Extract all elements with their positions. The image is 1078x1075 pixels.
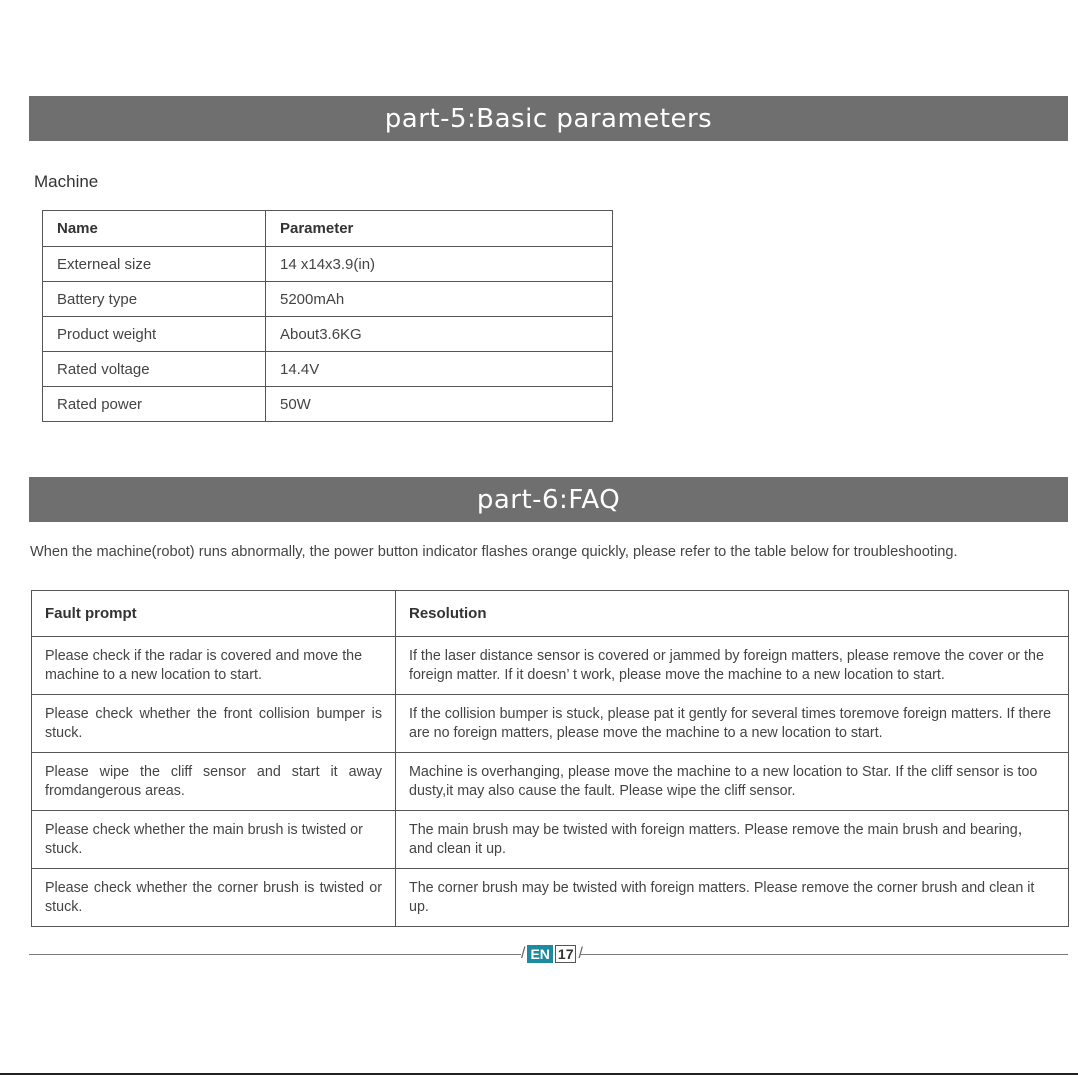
fault-prompt: Please check if the radar is covered and move the machine to a new location to start. <box>32 637 396 695</box>
faq-table <box>31 590 1069 927</box>
param-value: About3.6KG <box>266 317 613 352</box>
header-resolution: Resolution <box>396 591 1069 637</box>
param-value: 5200mAh <box>266 282 613 317</box>
section-6-title-banner <box>29 477 1068 522</box>
table-row <box>43 282 613 317</box>
fault-prompt: Please wipe the cliff sensor and start it away fromdangerous areas. <box>32 753 396 811</box>
table-row <box>32 869 1069 927</box>
resolution: The corner brush may be twisted with foreign matters. Please remove the corner brush and clean it up. <box>396 869 1069 927</box>
resolution: If the collision bumper is stuck, please pat it gently for several times toremove foreign matters. If there are no foreign matters, please move the machine to a new location to start. <box>396 695 1069 753</box>
slash-decoration: / <box>521 945 526 962</box>
header-parameter: Parameter <box>266 211 613 247</box>
page-number: 17 <box>555 945 577 963</box>
param-name: Battery type <box>43 282 266 317</box>
faq-intro-text: When the machine(robot) runs abnormally, the power button indicator flashes orange quickly, please refer to the table below for troubleshooting. <box>30 544 958 560</box>
param-name: Rated voltage <box>43 352 266 387</box>
param-name: Externeal size <box>43 247 266 282</box>
table-row <box>32 695 1069 753</box>
table-row <box>32 637 1069 695</box>
table-row <box>43 352 613 387</box>
page-number-badge <box>519 944 585 964</box>
table-row <box>43 247 613 282</box>
section-6-title: part-6:FAQ <box>476 484 621 515</box>
table-row <box>32 753 1069 811</box>
param-name: Rated power <box>43 387 266 422</box>
header-name: Name <box>43 211 266 247</box>
footer-divider-right <box>580 954 1068 955</box>
table-row <box>43 317 613 352</box>
machine-parameters-table <box>42 210 613 422</box>
language-label: EN <box>527 945 552 963</box>
fault-prompt: Please check whether the main brush is twisted or stuck. <box>32 811 396 869</box>
param-value: 50W <box>266 387 613 422</box>
resolution: If the laser distance sensor is covered or jammed by foreign matters, please remove the cover or the foreign matter. If it doesn’ t work, please move the machine to a new location to start. <box>396 637 1069 695</box>
resolution: The main brush may be twisted with foreign matters. Please remove the main brush and bearing，and clean it up. <box>396 811 1069 869</box>
fault-prompt: Please check whether the front collision bumper is stuck. <box>32 695 396 753</box>
machine-subheading: Machine <box>34 172 99 191</box>
resolution: Machine is overhanging, please move the machine to a new location to Star. If the cliff sensor is too dusty,it may also cause the fault. Please wipe the cliff sensor. <box>396 753 1069 811</box>
table-header-row <box>43 211 613 247</box>
table-row <box>43 387 613 422</box>
section-5-title: part-5:Basic parameters <box>384 103 713 134</box>
fault-prompt: Please check whether the corner brush is twisted or stuck. <box>32 869 396 927</box>
table-header-row <box>32 591 1069 637</box>
section-5-title-banner <box>29 96 1068 141</box>
param-name: Product weight <box>43 317 266 352</box>
table-row <box>32 811 1069 869</box>
param-value: 14.4V <box>266 352 613 387</box>
header-fault-prompt: Fault prompt <box>32 591 396 637</box>
param-value: 14 x14x3.9(in) <box>266 247 613 282</box>
footer-divider-left <box>29 954 521 955</box>
